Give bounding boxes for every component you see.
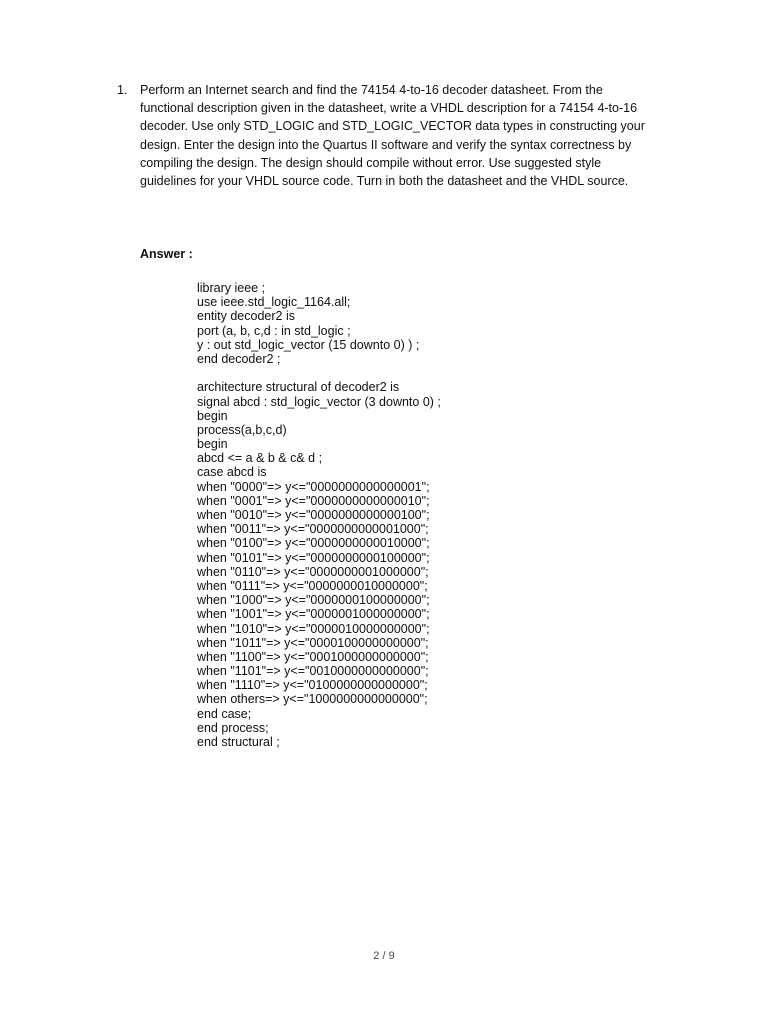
code-line: when "1000"=> y<="0000000100000000"; [197,593,430,608]
page-indicator: 2 / 9 [373,950,395,962]
code-line: when "0000"=> y<="0000000000000001"; [197,479,430,494]
code-line: end decoder2 ; [197,351,281,366]
code-line: when "1101"=> y<="0010000000000000"; [197,664,429,679]
code-line: port (a, b, c,d : in std_logic ; [197,323,351,338]
code-line: when "0101"=> y<="0000000000100000"; [197,550,430,565]
code-line: process(a,b,c,d) [197,422,287,437]
code-line: case abcd is [197,465,267,480]
answer-label: Answer : [140,247,193,261]
code-line [197,366,441,380]
code-line: signal abcd : std_logic_vector (3 downto 0) ; [197,394,441,409]
question-number: 1. [117,83,128,97]
code-line: when "1110"=> y<="0100000000000000"; [197,678,428,693]
code-line: when "0011"=> y<="0000000000001000"; [197,522,429,537]
code-line: when "0010"=> y<="0000000000000100"; [197,508,430,522]
code-line: when "0110"=> y<="0000000001000000"; [197,564,429,579]
code-line: when "1001"=> y<="0000001000000000"; [197,607,430,622]
code-line: begin [197,437,228,452]
code-line: abcd <= a & b & c& d ; [197,451,323,466]
code-line: when "0100"=> y<="0000000000010000"; [197,536,430,551]
code-line: architecture structural of decoder2 is [197,380,400,395]
code-line: entity decoder2 is [197,309,295,324]
code-line: end process; [197,720,269,735]
code-line: when "1011"=> y<="0000100000000000"; [197,635,429,650]
code-line: when "1100"=> y<="0001000000000000"; [197,649,429,664]
code-line: end case; [197,706,252,721]
code-line: library ieee ; [197,281,266,295]
question-text: Perform an Internet search and find the 74154 4-to-16 decoder datasheet. From the functional description given in the datasheet, write a VHDL description for a 74154 4-to-16 decoder. Use only STD_LOGIC and STD_LOGIC_VECTOR data types in constructing your design. Enter the design into the Quartus II software and verify the syntax correctness by compiling the design. The design should compile without error. Use suggested style guidelines for your VHDL source code. Turn in both the datasheet and the VHDL source. [140,83,645,189]
code-line: y : out std_logic_vector (15 downto 0) ) ; [197,337,420,352]
code-line: end structural ; [197,735,280,749]
code-line: use ieee.std_logic_1164.all; [197,295,351,310]
code-line: when "1010"=> y<="0000010000000000"; [197,621,430,636]
vhdl-code-block [197,281,441,749]
code-line: when others=> y<="1000000000000000"; [197,692,428,707]
code-line: when "0111"=> y<="0000000010000000"; [197,578,428,593]
code-line: when "0001"=> y<="0000000000000010"; [197,493,430,508]
code-line: begin [197,408,228,423]
